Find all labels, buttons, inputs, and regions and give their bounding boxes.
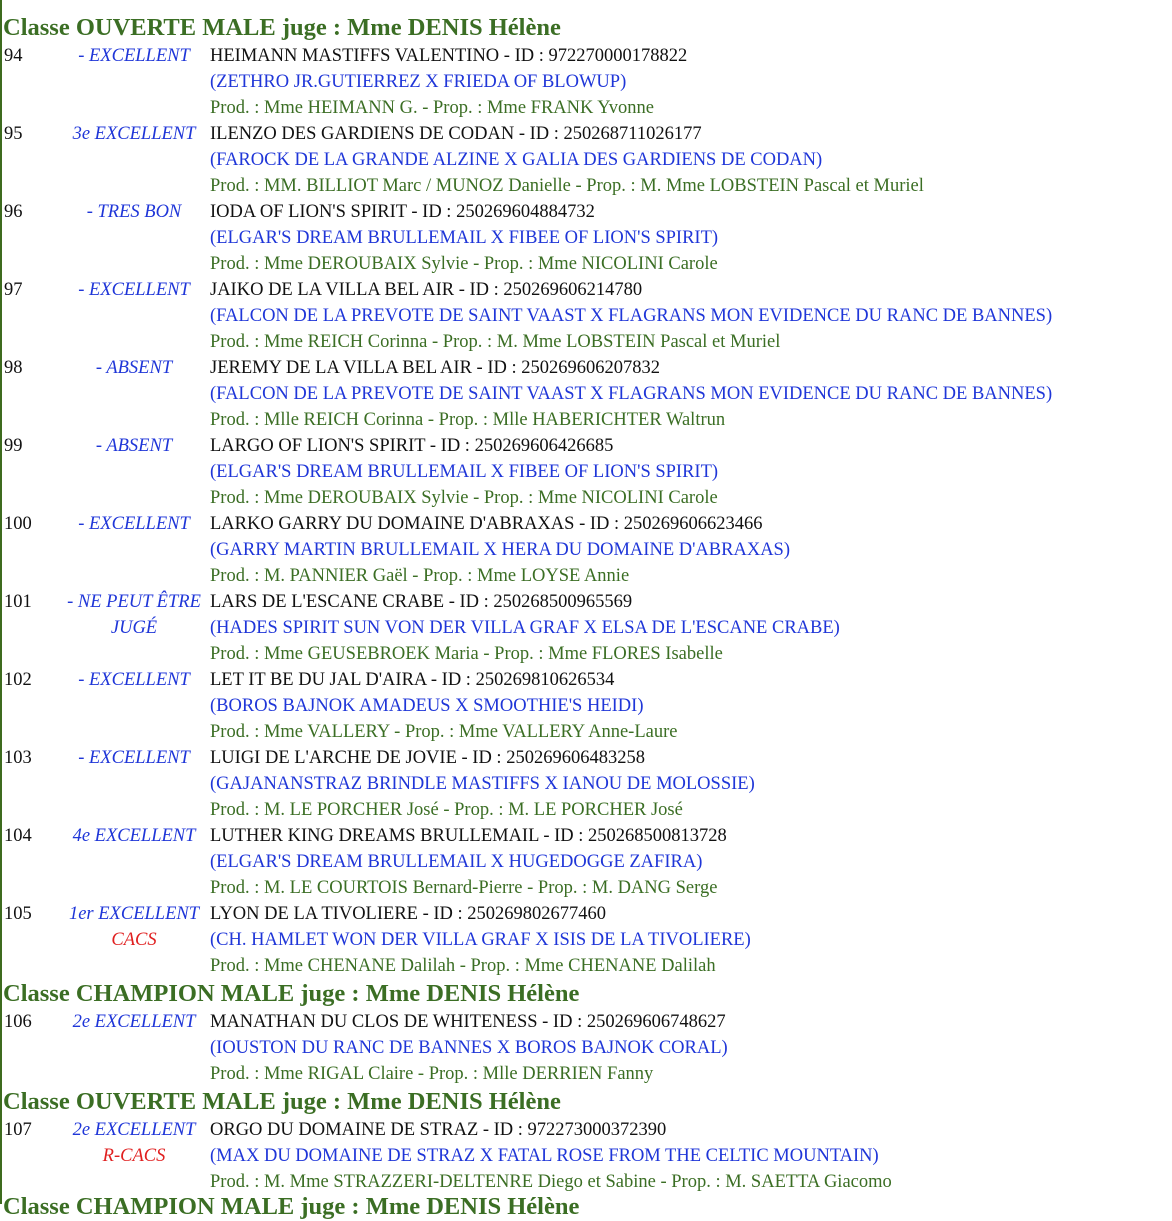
dog-entry xyxy=(3,199,1171,277)
dog-parents: (FALCON DE LA PREVOTE DE SAINT VAAST X FLAGRANS MON EVIDENCE DU RANC DE BANNES) xyxy=(210,384,1053,404)
dog-entry xyxy=(3,43,1171,121)
entry-award: R-CACS xyxy=(102,1146,166,1166)
dog-parents: (FAROCK DE LA GRANDE ALZINE X GALIA DES GARDIENS DE CODAN) xyxy=(210,150,823,170)
dog-breeder-owner: Prod. : M. LE PORCHER José - Prop. : M. LE PORCHER José xyxy=(210,800,683,820)
entry-number: 96 xyxy=(4,202,23,222)
dog-name-id: ORGO DU DOMAINE DE STRAZ - ID : 972273000372390 xyxy=(210,1120,667,1140)
dog-parents: (IOUSTON DU RANC DE BANNES X BOROS BAJNOK CORAL) xyxy=(210,1038,728,1058)
dog-breeder-owner: Prod. : Mme RIGAL Claire - Prop. : Mlle DERRIEN Fanny xyxy=(210,1064,654,1084)
entry-result: 2e EXCELLENT xyxy=(72,1120,196,1140)
entry-result: - EXCELLENT xyxy=(78,514,190,534)
dog-parents: (CH. HAMLET WON DER VILLA GRAF X ISIS DE LA TIVOLIERE) xyxy=(210,930,751,950)
class-section xyxy=(3,1087,1171,1195)
dog-entry xyxy=(3,589,1171,667)
dog-entry xyxy=(3,277,1171,355)
entry-number: 101 xyxy=(4,592,32,612)
dog-name-id: LET IT BE DU JAL D'AIRA - ID : 250269810626534 xyxy=(210,670,615,690)
entry-result: 3e EXCELLENT xyxy=(72,124,196,144)
dog-name-id: LARGO OF LION'S SPIRIT - ID : 250269606426685 xyxy=(210,436,614,456)
dog-entry xyxy=(3,511,1171,589)
entry-number: 99 xyxy=(4,436,23,456)
entry-number: 106 xyxy=(4,1012,32,1032)
dog-parents: (HADES SPIRIT SUN VON DER VILLA GRAF X ELSA DE L'ESCANE CRABE) xyxy=(210,618,840,638)
dog-breeder-owner: Prod. : Mme GEUSEBROEK Maria - Prop. : Mme FLORES Isabelle xyxy=(210,644,723,664)
dog-entry xyxy=(3,823,1171,901)
entry-number: 105 xyxy=(4,904,32,924)
dog-entry xyxy=(3,1117,1171,1195)
dog-parents: (GARRY MARTIN BRULLEMAIL X HERA DU DOMAINE D'ABRAXAS) xyxy=(210,540,791,560)
dog-entry xyxy=(3,901,1171,979)
entry-result: - EXCELLENT xyxy=(78,46,190,66)
dog-name-id: ILENZO DES GARDIENS DE CODAN - ID : 250268711026177 xyxy=(210,124,702,144)
dog-parents: (ELGAR'S DREAM BRULLEMAIL X FIBEE OF LION'S SPIRIT) xyxy=(210,228,719,248)
dog-breeder-owner: Prod. : Mme DEROUBAIX Sylvie - Prop. : Mme NICOLINI Carole xyxy=(210,254,718,274)
dog-breeder-owner: Prod. : M. LE COURTOIS Bernard-Pierre - Prop. : M. DANG Serge xyxy=(210,878,718,898)
dog-parents: (FALCON DE LA PREVOTE DE SAINT VAAST X FLAGRANS MON EVIDENCE DU RANC DE BANNES) xyxy=(210,306,1053,326)
dog-name-id: LARS DE L'ESCANE CRABE - ID : 250268500965569 xyxy=(210,592,633,612)
class-section xyxy=(3,979,1171,1087)
dog-breeder-owner: Prod. : Mme HEIMANN G. - Prop. : Mme FRANK Yvonne xyxy=(210,98,655,118)
dog-parents: (GAJANANSTRAZ BRINDLE MASTIFFS X IANOU DE MOLOSSIE) xyxy=(210,774,755,794)
entry-number: 94 xyxy=(4,46,23,66)
entry-number: 102 xyxy=(4,670,32,690)
entry-award: CACS xyxy=(111,930,157,950)
dog-parents: (BOROS BAJNOK AMADEUS X SMOOTHIE'S HEIDI) xyxy=(210,696,644,716)
entry-number: 104 xyxy=(4,826,32,846)
dog-entry xyxy=(3,433,1171,511)
dog-parents: (MAX DU DOMAINE DE STRAZ X FATAL ROSE FROM THE CELTIC MOUNTAIN) xyxy=(210,1146,879,1166)
entry-result-continued: JUGÉ xyxy=(110,618,158,638)
dog-breeder-owner: Prod. : Mme DEROUBAIX Sylvie - Prop. : Mme NICOLINI Carole xyxy=(210,488,718,508)
entry-number: 107 xyxy=(4,1120,32,1140)
dog-breeder-owner: Prod. : M. PANNIER Gaël - Prop. : Mme LOYSE Annie xyxy=(210,566,630,586)
entry-number: 103 xyxy=(4,748,32,768)
entry-result: 2e EXCELLENT xyxy=(72,1012,196,1032)
entry-result: - NE PEUT ÊTRE xyxy=(67,592,201,612)
class-header: Classe OUVERTE MALE juge : Mme DENIS Hélène xyxy=(3,1088,561,1115)
results-list xyxy=(3,13,1171,1195)
dog-name-id: LARKO GARRY DU DOMAINE D'ABRAXAS - ID : 250269606623466 xyxy=(210,514,763,534)
entry-result: 4e EXCELLENT xyxy=(72,826,196,846)
entry-result: - EXCELLENT xyxy=(78,748,190,768)
dog-name-id: LYON DE LA TIVOLIERE - ID : 250269802677460 xyxy=(210,904,607,924)
entry-number: 98 xyxy=(4,358,23,378)
class-header-cut-off: Classe CHAMPION MALE juge : Mme DENIS Hélène xyxy=(3,1193,580,1220)
dog-breeder-owner: Prod. : Mme REICH Corinna - Prop. : M. Mme LOBSTEIN Pascal et Muriel xyxy=(210,332,781,352)
dog-entry xyxy=(3,121,1171,199)
dog-name-id: LUTHER KING DREAMS BRULLEMAIL - ID : 250268500813728 xyxy=(210,826,727,846)
dog-entry xyxy=(3,667,1171,745)
class-header: Classe OUVERTE MALE juge : Mme DENIS Hélène xyxy=(3,14,561,41)
dog-breeder-owner: Prod. : Mme VALLERY - Prop. : Mme VALLERY Anne-Laure xyxy=(210,722,678,742)
entry-number: 95 xyxy=(4,124,23,144)
dog-parents: (ELGAR'S DREAM BRULLEMAIL X HUGEDOGGE ZAFIRA) xyxy=(210,852,703,872)
entry-result: - ABSENT xyxy=(95,436,173,456)
dog-entry xyxy=(3,1009,1171,1087)
dog-name-id: MANATHAN DU CLOS DE WHITENESS - ID : 250269606748627 xyxy=(210,1012,726,1032)
entry-number: 97 xyxy=(4,280,23,300)
dog-name-id: IODA OF LION'S SPIRIT - ID : 250269604884732 xyxy=(210,202,595,222)
dog-name-id: LUIGI DE L'ARCHE DE JOVIE - ID : 250269606483258 xyxy=(210,748,645,768)
entry-result: - TRES BON xyxy=(86,202,182,222)
entry-result: - EXCELLENT xyxy=(78,280,190,300)
dog-name-id: JAIKO DE LA VILLA BEL AIR - ID : 250269606214780 xyxy=(210,280,643,300)
dog-name-id: JEREMY DE LA VILLA BEL AIR - ID : 250269606207832 xyxy=(210,358,660,378)
dog-parents: (ZETHRO JR.GUTIERREZ X FRIEDA OF BLOWUP) xyxy=(210,72,627,92)
dog-entry xyxy=(3,745,1171,823)
dog-breeder-owner: Prod. : Mlle REICH Corinna - Prop. : Mlle HABERICHTER Waltrun xyxy=(210,410,726,430)
class-header: Classe CHAMPION MALE juge : Mme DENIS Hélène xyxy=(3,980,580,1007)
entry-result: - ABSENT xyxy=(95,358,173,378)
dog-breeder-owner: Prod. : MM. BILLIOT Marc / MUNOZ Danielle - Prop. : M. Mme LOBSTEIN Pascal et Muriel xyxy=(210,176,924,196)
dog-entry xyxy=(3,355,1171,433)
dog-breeder-owner: Prod. : Mme CHENANE Dalilah - Prop. : Mme CHENANE Dalilah xyxy=(210,956,716,976)
dog-name-id: HEIMANN MASTIFFS VALENTINO - ID : 972270000178822 xyxy=(210,46,688,66)
entry-result: 1er EXCELLENT xyxy=(68,904,200,924)
dog-breeder-owner: Prod. : M. Mme STRAZZERI-DELTENRE Diego et Sabine - Prop. : M. SAETTA Giacomo xyxy=(210,1172,892,1192)
dog-parents: (ELGAR'S DREAM BRULLEMAIL X FIBEE OF LION'S SPIRIT) xyxy=(210,462,719,482)
entry-result: - EXCELLENT xyxy=(78,670,190,690)
entry-number: 100 xyxy=(4,514,32,534)
class-section xyxy=(3,13,1171,979)
